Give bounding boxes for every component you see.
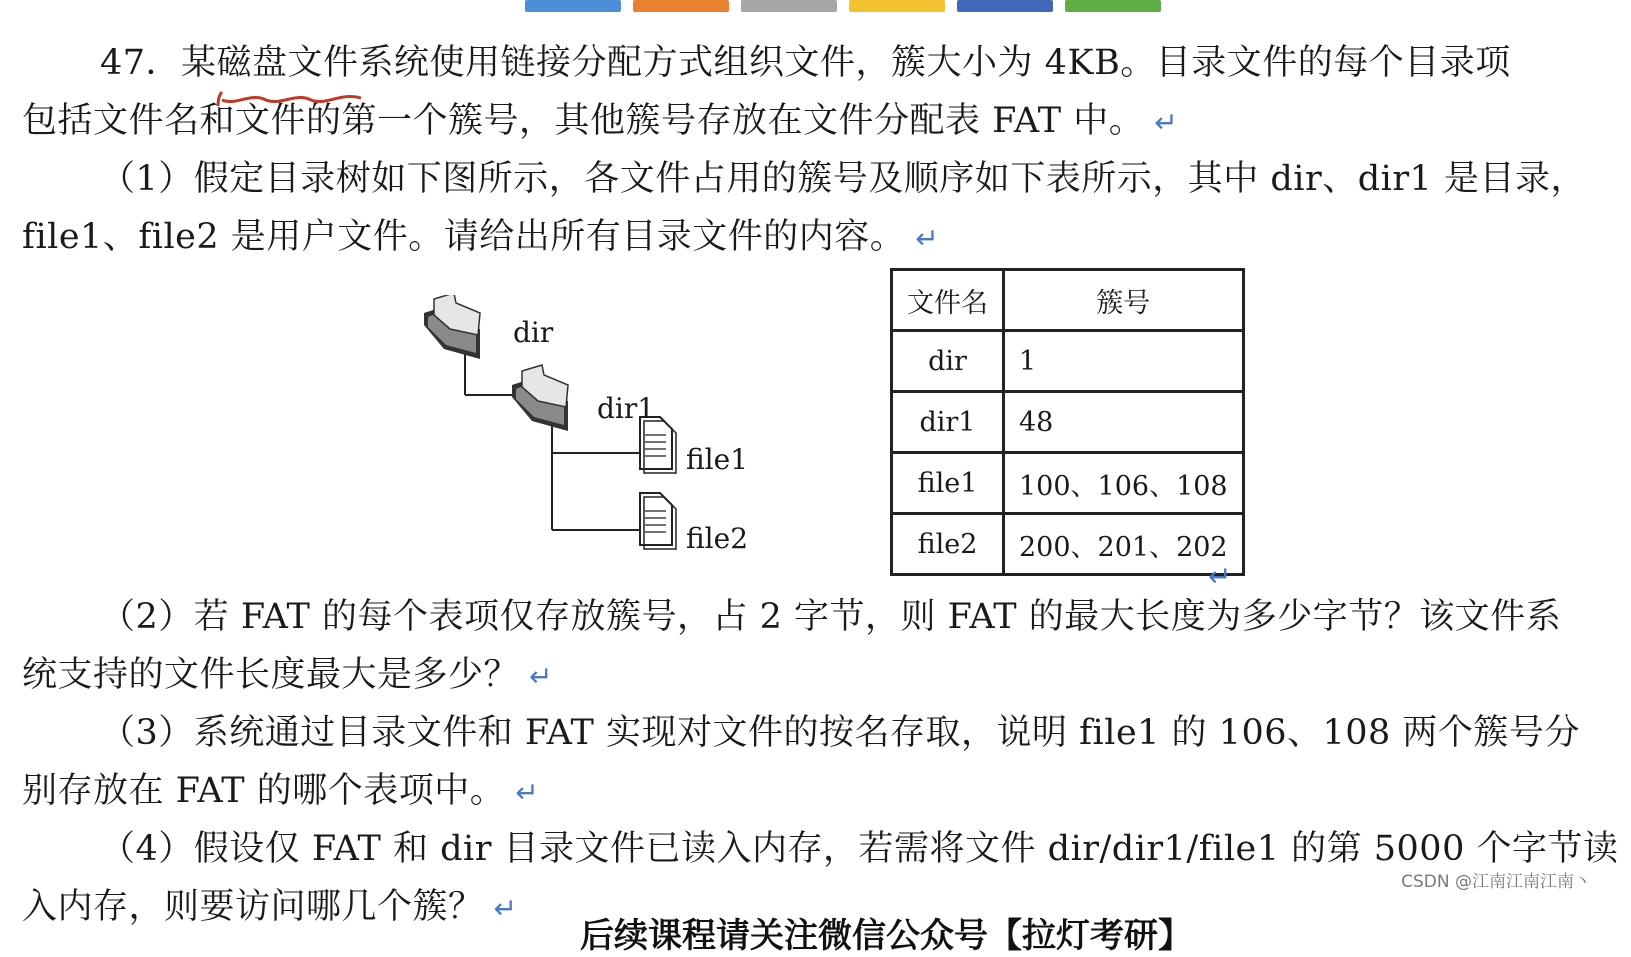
question-text-2: 包括文件名和文件的第一个簇号，其他簇号存放在文件分配表 FAT 中。 (22, 101, 1145, 141)
cell-clusters: 48 (1004, 392, 1244, 453)
part4-line-2 (22, 886, 517, 930)
handwritten-underline (216, 88, 366, 112)
cell-filename: file1 (892, 453, 1004, 514)
table-row (892, 331, 1244, 392)
part1-line-2 (22, 216, 939, 260)
header-filename: 文件名 (892, 270, 1004, 331)
color-bar-blue (525, 0, 621, 12)
question-text-1: 47．某磁盘文件系统使用链接分配方式组织文件，簇大小为 4KB。目录文件的每个目录项 (100, 43, 1511, 83)
return-icon: ↵ (529, 660, 553, 693)
cell-filename: file2 (892, 514, 1004, 575)
color-bar-darkblue (957, 0, 1053, 12)
bottom-banner: 后续课程请关注微信公众号【拉灯考研】 (580, 916, 1192, 956)
cell-filename: dir (892, 331, 1004, 392)
part4-text-2: 入内存，则要访问哪几个簇？ (22, 887, 484, 927)
tree-label-dir: dir (513, 316, 554, 349)
cell-clusters: 1 (1004, 331, 1244, 392)
return-icon: ↵ (1208, 560, 1232, 593)
question-line-2 (22, 100, 1178, 144)
color-bar-green (1065, 0, 1161, 12)
part4-line-1 (100, 828, 1618, 870)
part2-line-2 (22, 654, 553, 698)
return-icon: ↵ (515, 776, 540, 809)
part2-text-2: 统支持的文件长度最大是多少？ (22, 655, 520, 695)
table-header-row (892, 270, 1244, 331)
cell-clusters: 100、106、108 (1004, 453, 1244, 514)
part2-text-1: （2）若 FAT 的每个表项仅存放簇号，占 2 字节，则 FAT 的最大长度为多少字节？该文件系 (100, 597, 1562, 637)
return-icon: ↵ (915, 222, 940, 255)
tree-label-dir1: dir1 (597, 392, 656, 425)
header-clusters: 簇号 (1004, 270, 1244, 331)
part4-text-1: （4）假设仅 FAT 和 dir 目录文件已读入内存，若需将文件 dir/dir1/file1 的第 5000 个字节读 (100, 829, 1619, 869)
table-row (892, 392, 1244, 453)
part2-line-1 (100, 596, 1561, 638)
watermark: CSDN @江南江南江南丶 (1401, 872, 1591, 892)
part1-text-2: file1、file2 是用户文件。请给出所有目录文件的内容。 (22, 217, 906, 257)
part3-text-2: 别存放在 FAT 的哪个表项中。 (22, 771, 506, 811)
table-row (892, 514, 1244, 575)
color-bar-gray (741, 0, 837, 12)
tree-label-file2: file2 (686, 522, 749, 555)
part3-line-1 (100, 712, 1580, 754)
tree-label-file1: file1 (686, 443, 749, 476)
question-line-1 (100, 42, 1511, 84)
part1-line-1 (100, 158, 1586, 200)
cell-clusters: 200、201、202 (1004, 514, 1244, 575)
file-icon-file1 (640, 417, 676, 473)
folder-icon-dir1 (512, 365, 568, 431)
part1-text-1: （1）假定目录树如下图所示，各文件占用的簇号及顺序如下表所示，其中 dir、dir1 是目录， (100, 159, 1586, 199)
folder-icon-dir (424, 295, 480, 359)
table-row (892, 453, 1244, 514)
file-icon-file2 (640, 493, 676, 549)
part3-text-1: （3）系统通过目录文件和 FAT 实现对文件的按名存取，说明 file1 的 106、108 两个簇号分 (100, 713, 1580, 753)
return-icon: ↵ (493, 892, 518, 925)
cluster-table (890, 268, 1245, 576)
return-icon: ↵ (1154, 106, 1179, 139)
color-bar-orange (633, 0, 729, 12)
color-bar-yellow (849, 0, 945, 12)
part3-line-2 (22, 770, 539, 814)
cell-filename: dir1 (892, 392, 1004, 453)
